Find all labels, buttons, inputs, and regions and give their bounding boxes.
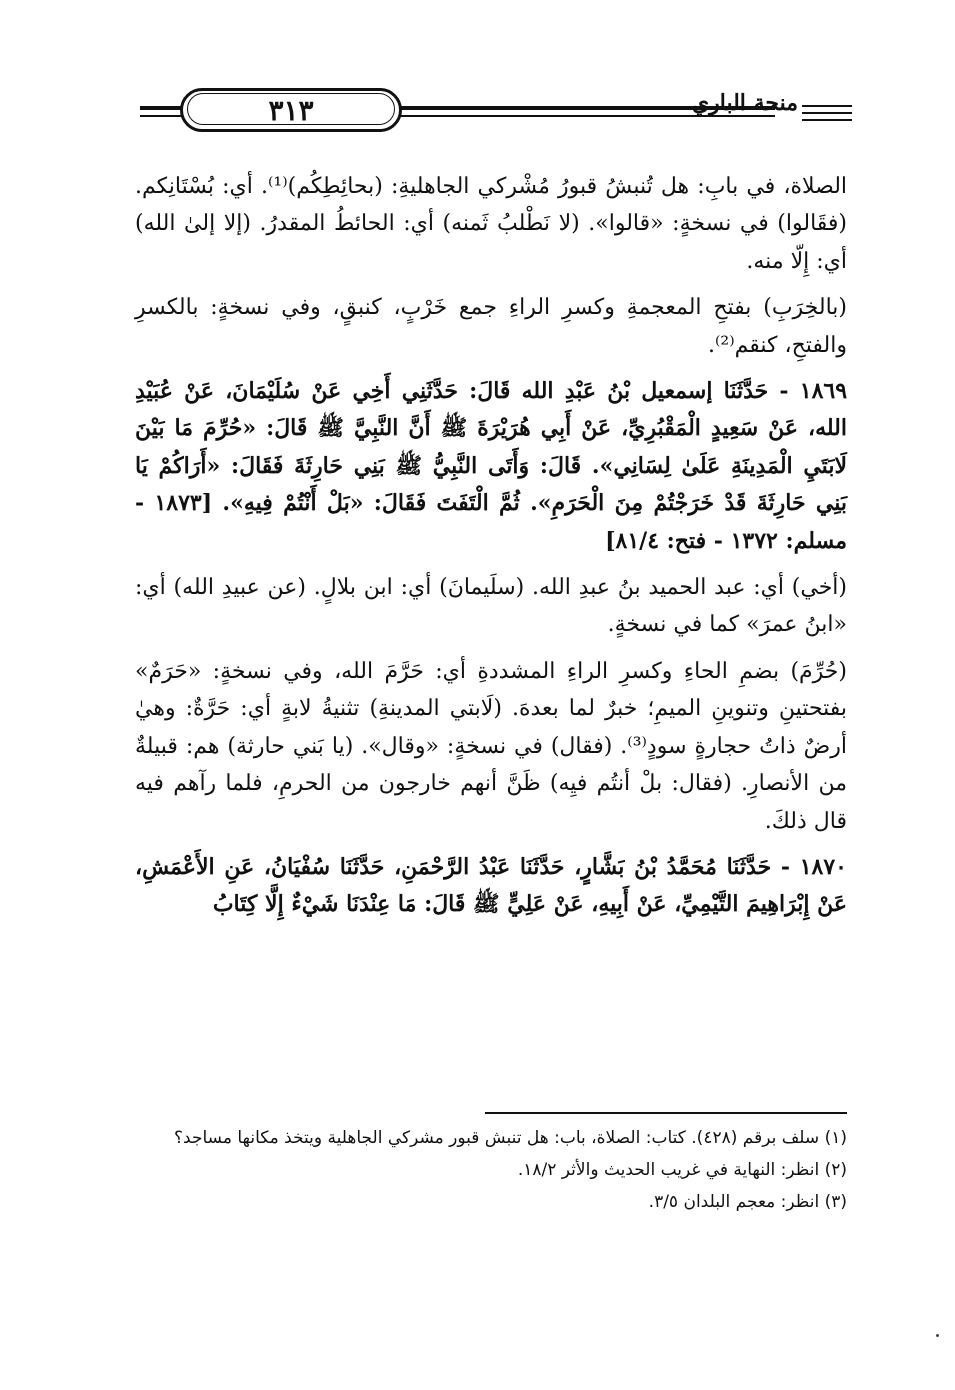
page-number: ٣١٣ [268,93,314,127]
scan-speck [936,1334,939,1337]
footnote: (١) سلف برقم (٤٢٨). كتاب: الصلاة، باب: هل تنبش قبور مشركي الجاهلية ويتخذ مكانها مساجد؟ [174,1128,847,1148]
header-rule [802,119,852,121]
header-rule [802,105,852,107]
book-title: منحة الباري [691,90,798,116]
hadith-paragraph: ١٨٧٠ - حَدَّثَنَا مُحَمَّدُ بْنُ بَشَّارٍ، حَدَّثَنَا عَبْدُ الرَّحْمَنِ، حَدَّثَنَا سُفْيَانُ، عَنِ الأَعْمَشِ، عَنْ إِبْرَاهِيمَ التَّيْمِيِّ، عَنْ أَبِيهِ، عَنْ عَلِيٍّ ﷺ قَالَ: مَا عِنْدَنَا شَيْءٌ إِلَّا كِتَابُ [135,853,847,918]
page-header [140,88,852,144]
hadith-paragraph: ١٨٦٩ - حَدَّثَنَا إسمعيل بْنُ عَبْدِ الله قَالَ: حَدَّثَنِي أَخِي عَنْ سُلَيْمَانَ، عَنْ عُبَيْدِ الله، عَنْ سَعِيدٍ الْمَقْبُرِيِّ، عَنْ أَبِي هُرَيْرَةَ ﷺ أَنَّ النَّبِيَّ ﷺ قَالَ: «حُرِّمَ مَا بَيْنَ لَابَتَيِ الْمَدِينَةِ عَلَىٰ لِسَانِي». قَالَ: وَأَتَى النَّبِيُّ ﷺ بَنِي حَارِثَةَ فَقَالَ: «أَرَاكُمْ يَا بَنِي حَارِثَةَ قَدْ خَرَجْتُمْ مِنَ الْحَرَمِ». ثُمَّ الْتَفَتَ فَقَالَ: «بَلْ أَنْتُمْ فِيهِ». [١٨٧٣ - مسلم: ١٣٧٢ - فتح: ٨١/٤] [135,378,848,554]
commentary-paragraph: الصلاة، في بابِ: هل تُنبشُ قبورُ مُشْركي الجاهليةِ: (بحائِطِكُم)⁽¹⁾. أي: بُسْتَانِكم. (فقَالوا) في نسخةٍ: «قالوا». (لا نَطْلبُ ثَمنه) أي: الحائطُ المقدرُ. (إلا إلىٰ الله) أي: إِلّا منه. [135,174,848,274]
footnotes [135,1124,847,1220]
body-text [135,168,847,924]
commentary-paragraph: (أخي) أي: عبد الحميد بنُ عبدِ الله. (سلَيمانَ) أي: ابن بلالٍ. (عن عبيدِ الله) أي: «ابنُ عمرَ» كما في نسخةٍ. [135,575,847,638]
footnote: (٣) انظر: معجم البلدان ٣/٥. [648,1192,847,1212]
footnote-separator [485,1112,847,1114]
footnote: (٢) انظر: النهاية في غريب الحديث والأثر ١٨/٢. [517,1160,847,1180]
commentary-paragraph: (بالخِرَبِ) بفتحِ المعجمةِ وكسرِ الراءِ جمع خَرْبٍ، كنبقٍ، وفي نسخةٍ: بالكسرِ والفتحِ، كنقم⁽²⁾. [135,295,847,358]
page-number-frame [180,88,402,132]
header-rule [802,112,852,114]
commentary-paragraph: (حُرِّمَ) بضمِ الحاءِ وكسرِ الراءِ المشددةِ أي: حَرَّمَ الله، وفي نسخةٍ: «حَرَمٌ» بفتحتينِ وتنوينِ الميمِ؛ خبرٌ لما بعدهَ. (لَابتي المدينةِ) تثنيةُ لابةٍ أي: حَرَّةٌ: وهيٰ أرضٌ ذاتُ حجارةٍ سودٍ⁽³⁾. (فقال) في نسخةٍ: «وقال». (يا بَني حارثة) هم: قبيلةٌ من الأنصارِ. (فقال: بلْ أنتُم فيِه) ظَنَّ أنهم خارجون من الحرمِ، فلما رآهم فيه قال ذلكَ. [135,658,847,834]
